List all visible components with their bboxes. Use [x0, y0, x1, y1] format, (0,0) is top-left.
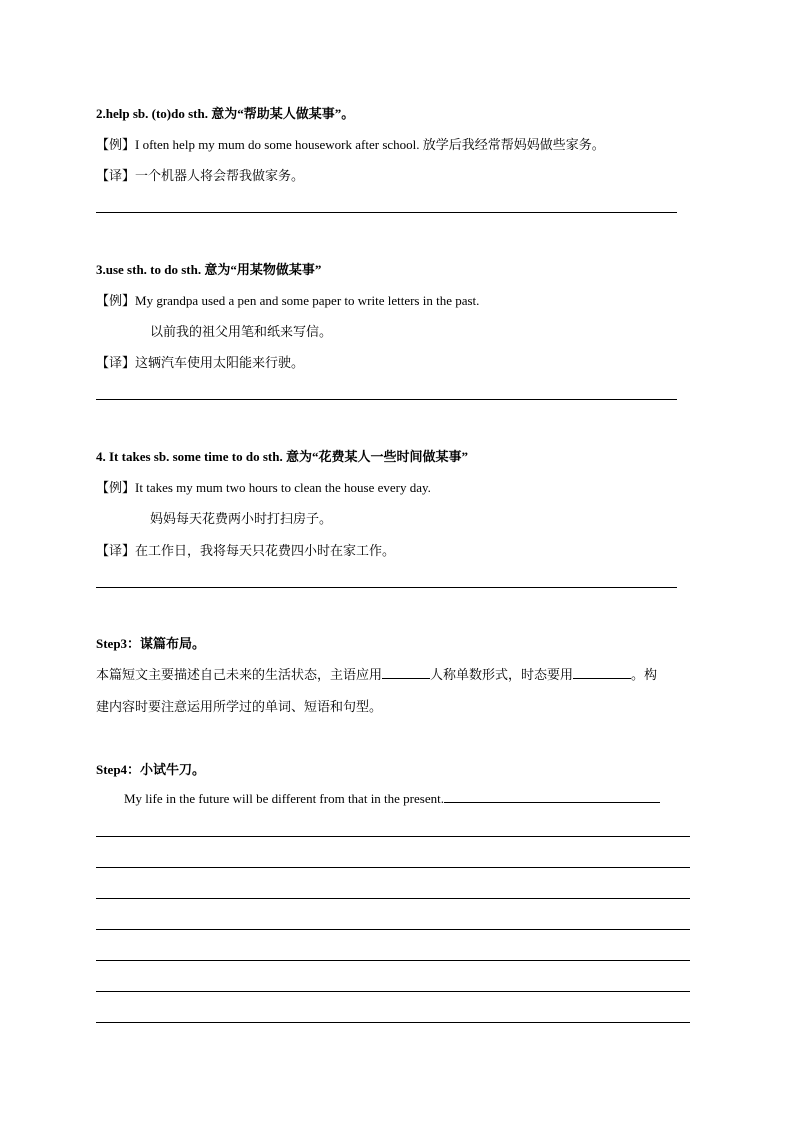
writing-line[interactable]	[96, 1022, 690, 1023]
section-3-example-cn: 以前我的祖父用笔和纸来写信。	[150, 325, 333, 340]
fill-blank-person[interactable]	[382, 666, 430, 679]
step4-prompt-line	[124, 790, 660, 807]
section-2-heading: 2.help sb. (to)do sth. 意为“帮助某人做某事”。	[96, 106, 355, 121]
fill-blank-tense[interactable]	[573, 666, 631, 679]
translate-tag: 【译】	[96, 169, 136, 184]
writing-line[interactable]	[96, 960, 690, 961]
step3-heading: Step3：谋篇布局。	[96, 636, 206, 651]
section-4-translate	[96, 540, 395, 559]
step4-heading: Step4：小试牛刀。	[96, 762, 206, 777]
step3-line-2: 建内容时要注意运用所学过的单词、短语和句型。	[96, 700, 383, 715]
step3-text-c: 。构	[631, 668, 658, 683]
step3-line-1	[96, 664, 657, 683]
step3-text-a: 本篇短文主要描述自己未来的生活状态，主语应用	[96, 668, 383, 683]
step4-prompt: My life in the future will be different from that in the present.	[124, 791, 444, 806]
translate-text: 一个机器人将会帮我做家务。	[135, 169, 305, 184]
section-3-example	[96, 290, 479, 309]
answer-line[interactable]	[96, 587, 677, 588]
step3-text-b: 人称单数形式，时态要用	[430, 668, 574, 683]
example-text: My grandpa used a pen and some paper to write letters in the past.	[135, 293, 480, 308]
answer-line[interactable]	[96, 399, 677, 400]
example-text: It takes my mum two hours to clean the house every day.	[135, 480, 431, 495]
translate-text: 在工作日，我将每天只花费四小时在家工作。	[135, 544, 396, 559]
section-2-translate	[96, 165, 304, 184]
writing-line[interactable]	[96, 991, 690, 992]
example-text: I often help my mum do some housework after school. 放学后我经常帮妈妈做些家务。	[135, 137, 605, 152]
translate-tag: 【译】	[96, 544, 136, 559]
section-3-translate	[96, 352, 304, 371]
answer-line[interactable]	[96, 212, 677, 213]
section-4-example	[96, 477, 431, 496]
translate-text: 这辆汽车使用太阳能来行驶。	[135, 356, 305, 371]
writing-line[interactable]	[96, 867, 690, 868]
writing-line[interactable]	[96, 836, 690, 837]
translate-tag: 【译】	[96, 356, 136, 371]
writing-line[interactable]	[96, 898, 690, 899]
example-tag: 【例】	[96, 138, 136, 153]
example-tag: 【例】	[96, 481, 136, 496]
section-4-example-cn: 妈妈每天花费两小时打扫房子。	[150, 512, 333, 527]
example-tag: 【例】	[96, 294, 136, 309]
section-4-heading: 4. It takes sb. some time to do sth. 意为“花费某人一些时间做某事”	[96, 449, 468, 464]
section-2-example	[96, 134, 605, 153]
section-3-heading: 3.use sth. to do sth. 意为“用某物做某事”	[96, 262, 322, 277]
writing-line-first[interactable]	[444, 790, 660, 803]
writing-line[interactable]	[96, 929, 690, 930]
